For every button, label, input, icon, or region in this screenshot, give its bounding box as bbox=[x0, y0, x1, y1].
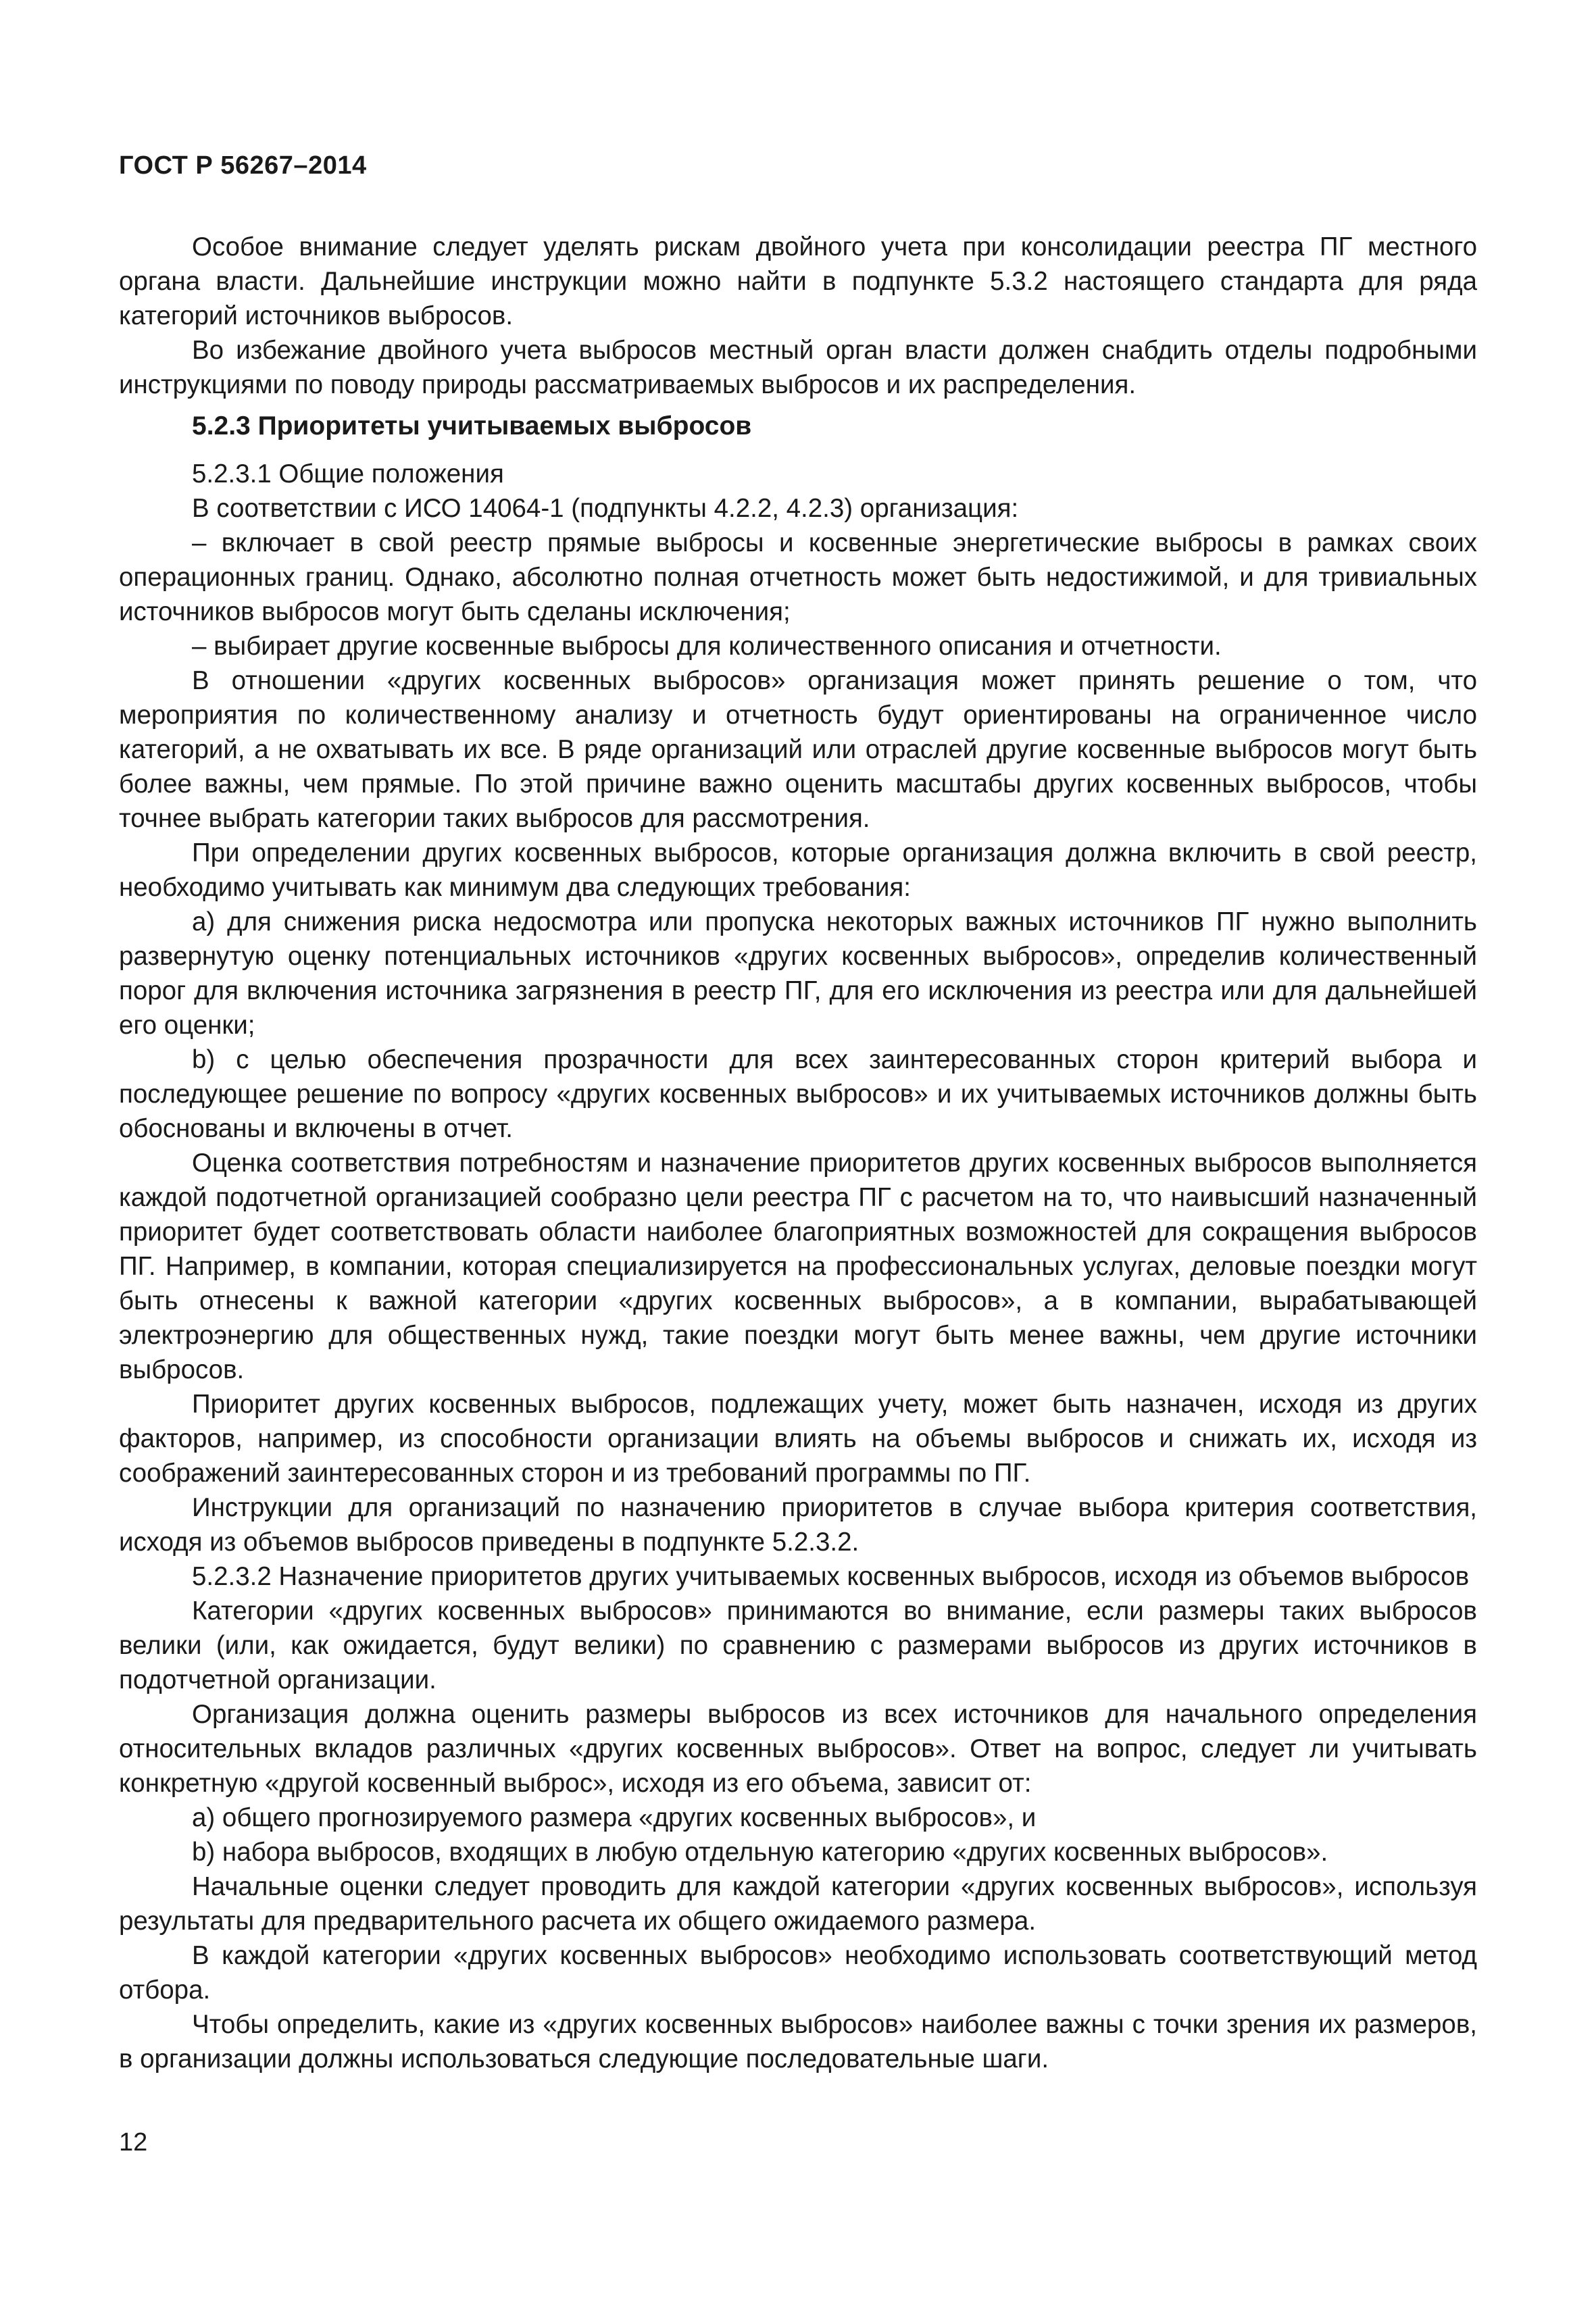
paragraph: Чтобы определить, какие из «других косвенных выбросов» наиболее важны с точки зрения их размеров, в организации должны использоваться следующие последовательные шаги. bbox=[119, 2010, 1477, 2073]
paragraph: Категории «других косвенных выбросов» принимаются во внимание, если размеры таких выбросов велики (или, как ожидается, будут велики) по сравнению с размерами выбросов из других источников в подотчетной организации. bbox=[119, 1596, 1477, 1694]
paragraph: Приоритет других косвенных выбросов, подлежащих учету, может быть назначен, исходя из других факторов, например, из способности организации влиять на объемы выбросов и снижать их, исходя из соображений заинтересованных сторон и из требований программы по ПГ. bbox=[119, 1390, 1477, 1488]
list-item: – выбирает другие косвенные выбросы для количественного описания и отчетности. bbox=[192, 632, 1222, 661]
subsection-title: 5.2.3.2 Назначение приоритетов других учитываемых косвенных выбросов, исходя из объемов выбросов bbox=[192, 1562, 1470, 1591]
paragraph: Организация должна оценить размеры выбросов из всех источников для начального определения относительных вкладов различных «других косвенных выбросов». Ответ на вопрос, следует ли учитывать конкретную «другой косвенный выброс», исходя из его объема, зависит от: bbox=[119, 1700, 1477, 1798]
list-item: a) общего прогнозируемого размера «других косвенных выбросов», и bbox=[192, 1803, 1037, 1832]
paragraph: При определении других косвенных выбросов, которые организация должна включить в свой реестр, необходимо учитывать как минимум два следующих требования: bbox=[119, 838, 1477, 902]
paragraph: Начальные оценки следует проводить для каждой категории «других косвенных выбросов», используя результаты для предварительного расчета их общего ожидаемого размера. bbox=[119, 1872, 1477, 1936]
paragraph: Во избежание двойного учета выбросов местный орган власти должен снабдить отделы подробными инструкциями по поводу природы рассматриваемых выбросов и их распределения. bbox=[119, 336, 1477, 399]
list-item: b) набора выбросов, входящих в любую отдельную категорию «других косвенных выбросов». bbox=[192, 1838, 1328, 1867]
page-number: 12 bbox=[119, 2128, 148, 2157]
paragraph: В каждой категории «других косвенных выбросов» необходимо использовать соответствующий метод отбора. bbox=[119, 1941, 1477, 2005]
paragraph: В соответствии с ИСО 14064-1 (подпункты 4.2.2, 4.2.3) организация: bbox=[192, 494, 1019, 523]
list-item: – включает в свой реестр прямые выбросы и косвенные энергетические выбросы в рамках своих операционных границ. Однако, абсолютно полная отчетность может быть недостижимой, и для тривиальных источников выбросов могут быть сделаны исключения; bbox=[119, 528, 1477, 626]
paragraph: Особое внимание следует уделять рискам двойного учета при консолидации реестра ПГ местного органа власти. Дальнейшие инструкции можно найти в подпункте 5.3.2 настоящего стандарта для ряда категорий источников выбросов. bbox=[119, 232, 1477, 330]
document-body bbox=[119, 230, 1477, 2076]
section-heading: 5.2.3 Приоритеты учитываемых выбросов bbox=[192, 411, 752, 441]
paragraph: Оценка соответствия потребностям и назначение приоритетов других косвенных выбросов выполняется каждой подотчетной организацией сообразно цели реестра ПГ с расчетом на то, что наивысший назначенный приоритет будет соответствовать области наиболее благоприятных возможностей для сокращения выбросов ПГ. Например, в компании, которая специализируется на профессиональных услугах, деловые поездки могут быть отнесены к важной категории «других косвенных выбросов», а в компании, вырабатывающей электроэнергию для общественных нужд, такие поездки могут быть менее важны, чем другие источники выбросов. bbox=[119, 1149, 1477, 1384]
list-item: a) для снижения риска недосмотра или пропуска некоторых важных источников ПГ нужно выполнить развернутую оценку потенциальных источников «других косвенных выбросов», определив количественный порог для включения источника загрязнения в реестр ПГ, для его исключения из реестра или для дальнейшей его оценки; bbox=[119, 907, 1477, 1040]
paragraph: Инструкции для организаций по назначению приоритетов в случае выбора критерия соответствия, исходя из объемов выбросов приведены в подпункте 5.2.3.2. bbox=[119, 1493, 1477, 1557]
list-item: b) с целью обеспечения прозрачности для всех заинтересованных сторон критерий выбора и последующее решение по вопросу «других косвенных выбросов» и их учитываемых источников должны быть обоснованы и включены в отчет. bbox=[119, 1045, 1477, 1143]
paragraph: В отношении «других косвенных выбросов» организация может принять решение о том, что мероприятия по количественному анализу и отчетность будут ориентированы на ограниченное число категорий, а не охватывать их все. В ряде организаций или отраслей другие косвенные выбросов могут быть более важны, чем прямые. По этой причине важно оценить масштабы других косвенных выбросов, чтобы точнее выбрать категории таких выбросов для рассмотрения. bbox=[119, 666, 1477, 833]
document-code-header: ГОСТ Р 56267–2014 bbox=[119, 151, 367, 180]
subsection-title: 5.2.3.1 Общие положения bbox=[192, 459, 504, 488]
